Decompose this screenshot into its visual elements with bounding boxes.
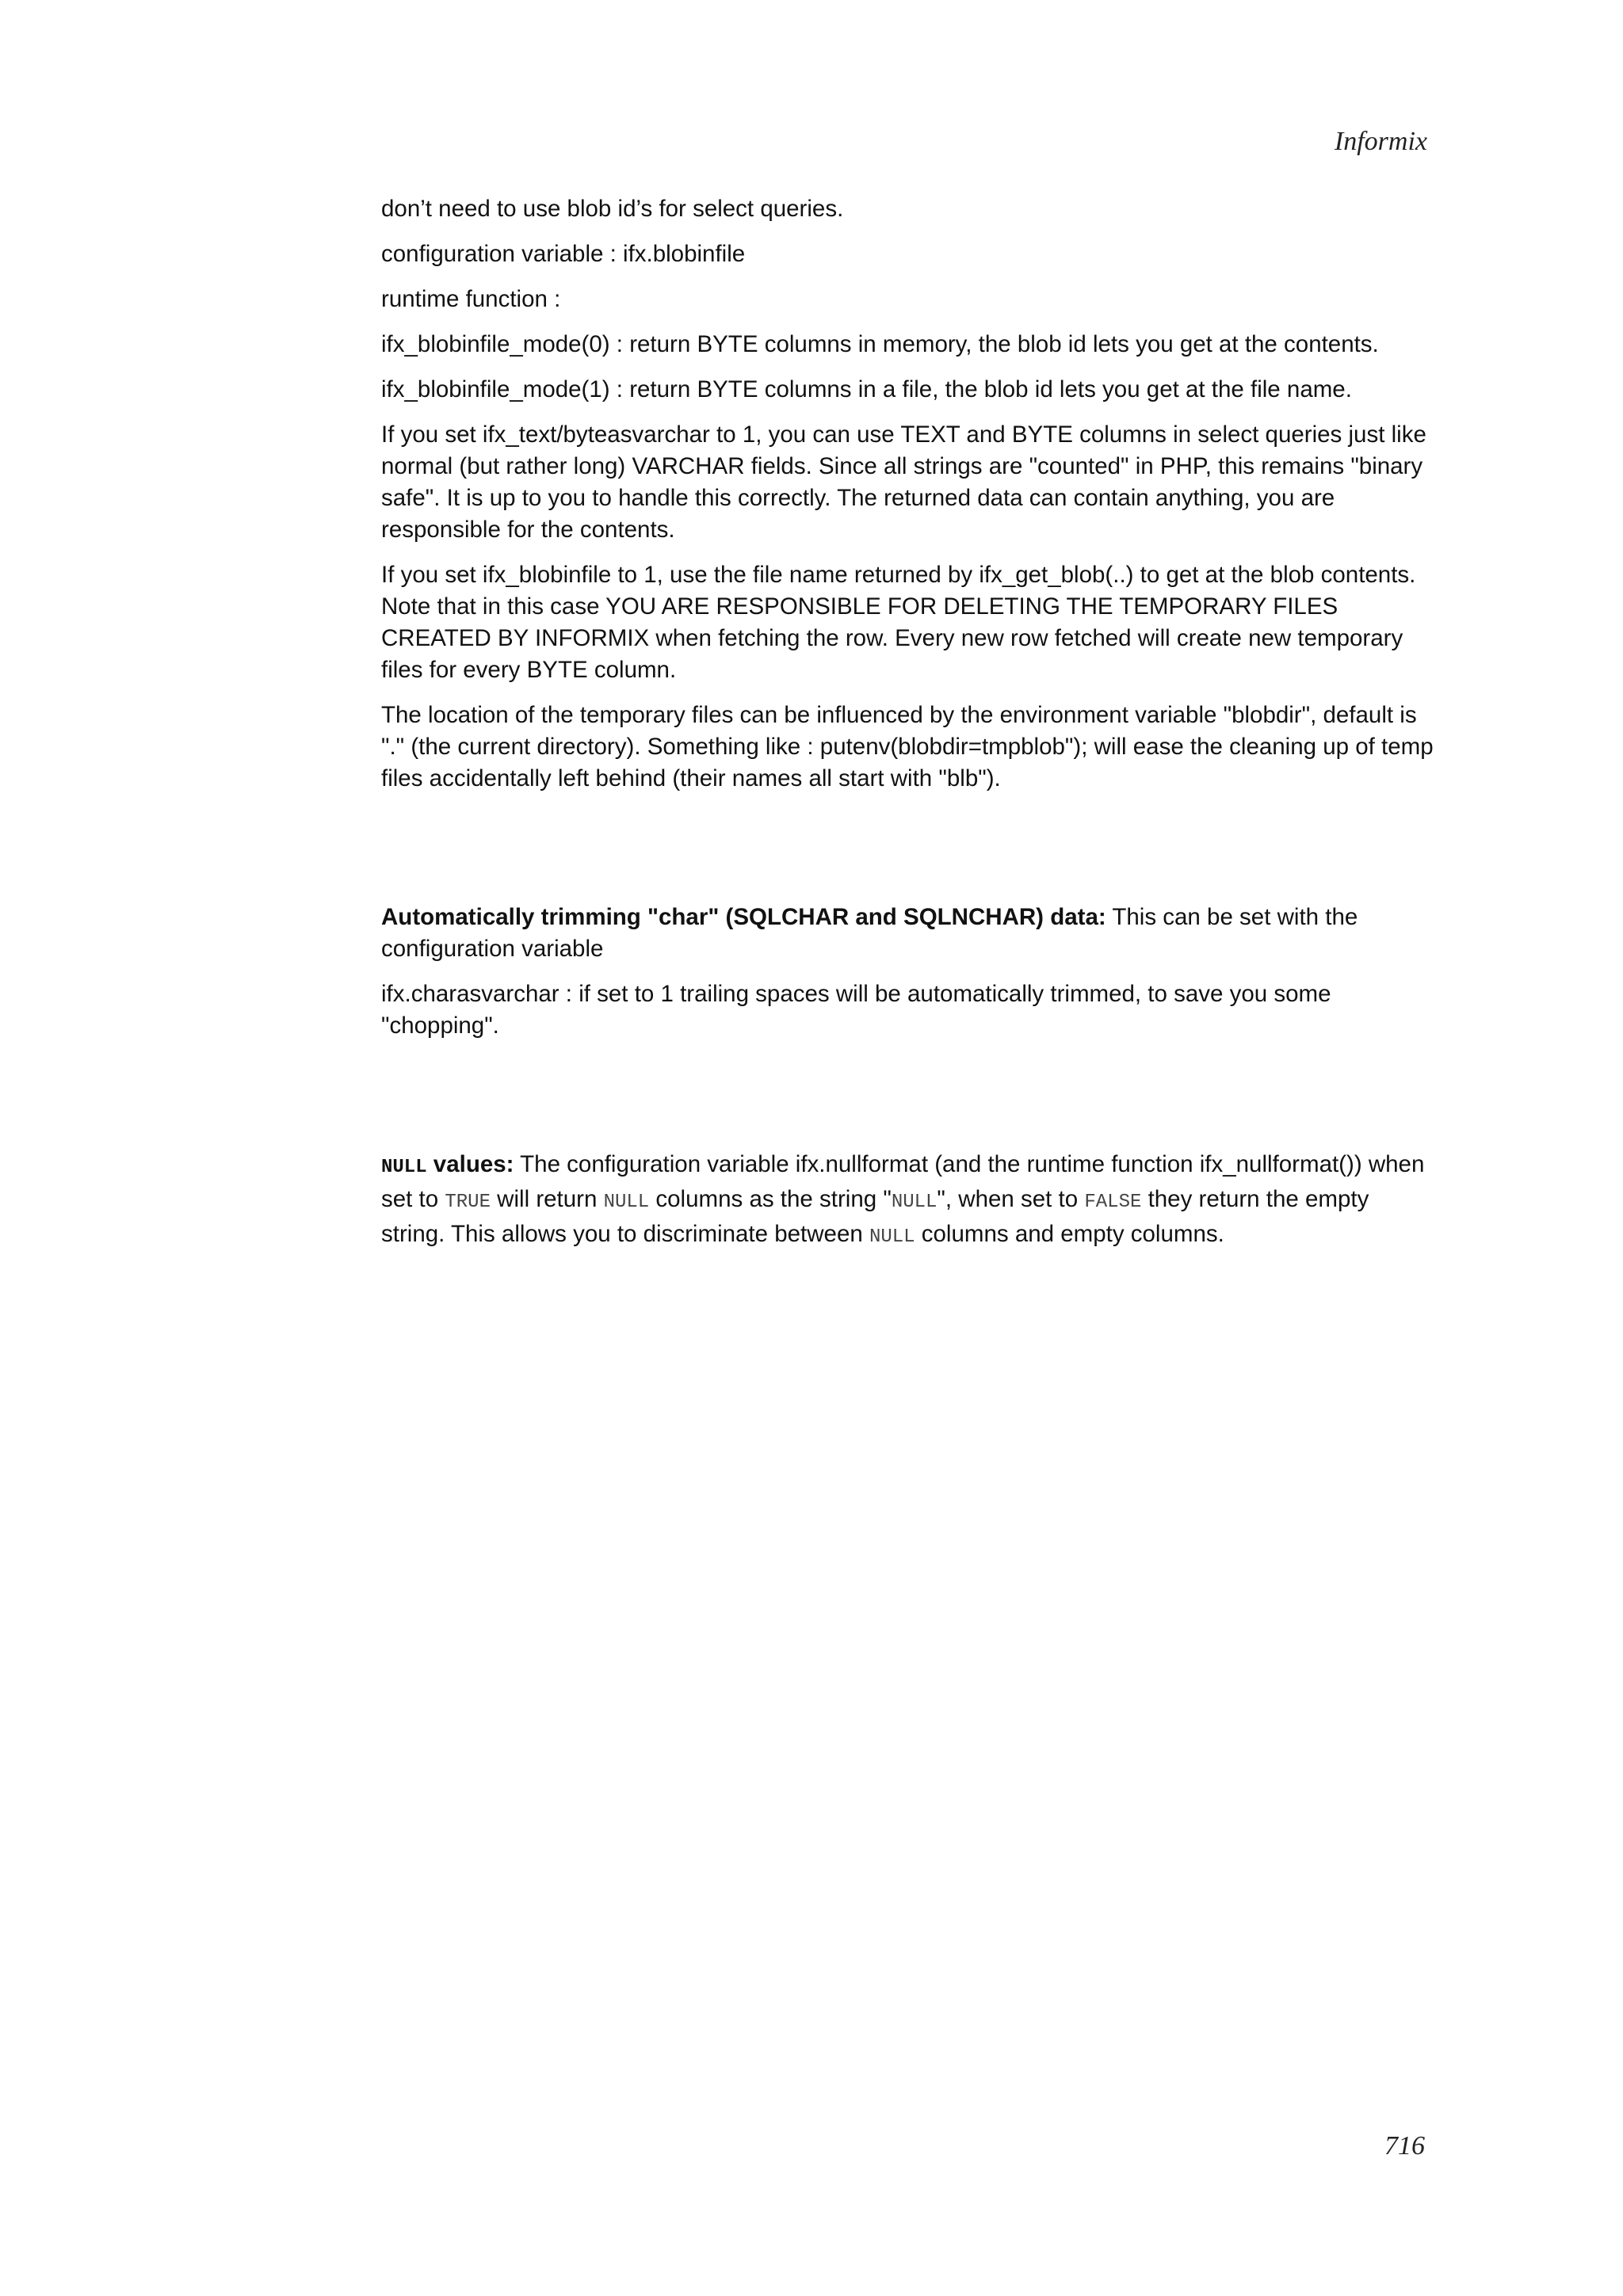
- paragraph: ifx_blobinfile_mode(0) : return BYTE columns in memory, the blob id lets you get at the contents.: [381, 331, 1379, 357]
- paragraph: configuration variable : ifx.blobinfile: [381, 241, 746, 267]
- paragraph: If you set ifx_blobinfile to 1, use the file name returned by ifx_get_blob(..) to get at the blob contents. Note that in this case YOU ARE RESPONSIBLE FOR DELETING THE TEMPORARY FILES CREATED BY INFORMIX when fetching the row. Every new row fetched will create new temporary files for every BYTE column.: [381, 562, 1416, 683]
- null-keyword: NULL: [891, 1192, 938, 1213]
- null-text: they return the empty string. This allows you to discriminate between: [381, 1186, 1369, 1247]
- null-text: The configuration variable ifx.nullformat (and the runtime function ifx_nullformat()) when set to: [381, 1151, 1425, 1212]
- page-number: 716: [1384, 2131, 1425, 2161]
- null-text: columns as the string ": [649, 1186, 892, 1212]
- false-keyword: FALSE: [1084, 1192, 1142, 1213]
- null-keyword: NULL: [381, 1157, 427, 1178]
- null-text: ", when set to: [937, 1186, 1085, 1212]
- trim-section-body: This can be set with the configuration variable: [381, 904, 1358, 962]
- null-text: will return: [490, 1186, 604, 1212]
- page-body: [381, 193, 1435, 1267]
- null-values-label: values:: [426, 1151, 514, 1177]
- null-text: columns and empty columns.: [915, 1221, 1224, 1247]
- true-keyword: TRUE: [445, 1192, 491, 1213]
- section-spacer: [381, 808, 1435, 902]
- paragraph: The location of the temporary files can be influenced by the environment variable "blobdir", default is "." (the current directory). Something like : putenv(blobdir=tmpblob"); will ease the cleaning up of temp files accidentally left behind (their names all start with "blb").: [381, 702, 1434, 791]
- running-header-title: Informix: [1334, 127, 1427, 156]
- trim-section-title: Automatically trimming "char" (SQLCHAR and SQLNCHAR) data:: [381, 904, 1106, 930]
- paragraph: don’t need to use blob id’s for select queries.: [381, 196, 844, 222]
- paragraph: runtime function :: [381, 286, 561, 312]
- null-section-paragraph: [381, 1149, 1435, 1253]
- trim-section-paragraph: [381, 902, 1435, 965]
- paragraph: ifx.charasvarchar : if set to 1 trailing spaces will be automatically trimmed, to save you some "chopping".: [381, 981, 1331, 1039]
- paragraph: If you set ifx_text/byteasvarchar to 1, you can use TEXT and BYTE columns in select queries just like normal (but rather long) VARCHAR fields. Since all strings are "counted" in PHP, this remains "binary safe". It is up to you to handle this correctly. The returned data can contain anything, you are responsible for the contents.: [381, 421, 1426, 543]
- null-keyword: NULL: [603, 1192, 650, 1213]
- section-spacer: [381, 1055, 1435, 1149]
- null-keyword: NULL: [869, 1226, 915, 1248]
- paragraph: ifx_blobinfile_mode(1) : return BYTE columns in a file, the blob id lets you get at the file name.: [381, 376, 1352, 402]
